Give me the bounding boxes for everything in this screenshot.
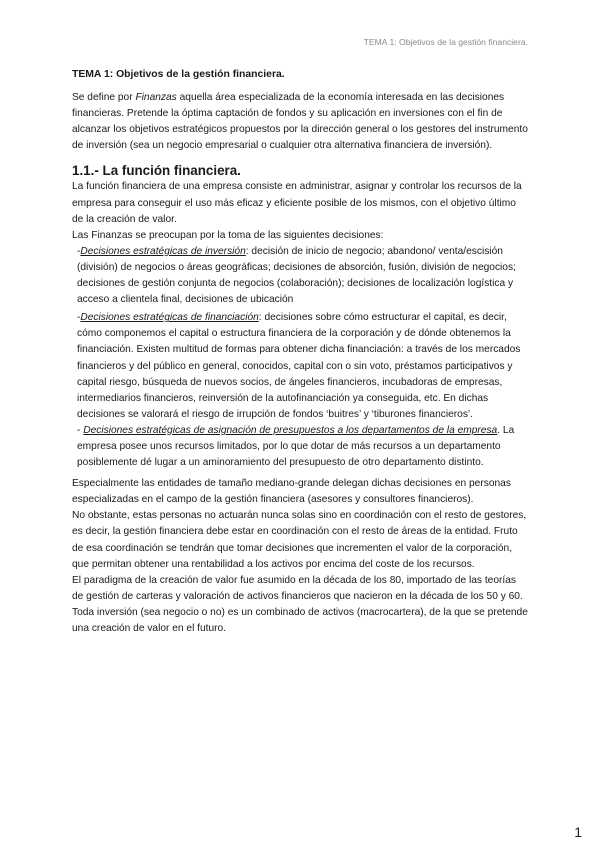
intro-paragraph bbox=[72, 90, 528, 154]
document-title: TEMA 1: Objetivos de la gestión financiera. bbox=[72, 69, 285, 80]
decision-label: Decisiones estratégicas de financiación bbox=[80, 312, 259, 324]
decision-text: . La empresa posee unos recursos limitados, por lo que dotar de más recursos a un departamento posiblemente dé lugar a un aminoramiento del presupuesto de otro departamento distinto. bbox=[77, 424, 515, 469]
decision-label: Decisiones estratégicas de inversión bbox=[80, 245, 246, 257]
decision-text: : decisión de inicio de negocio; abandono/ venta/escisión (división) de negocios o áreas geográficas; decisiones de absorción, fusión, división de negocios; decisiones de gestión conjunta de negocios (colaboración); decisiones de localización logística y acceso a clientela final, decisiones de ubicación bbox=[77, 245, 516, 306]
decision-label: Decisiones estratégicas de asignación de presupuestos a los departamentos de la empresa bbox=[83, 424, 498, 436]
decision-prefix: - bbox=[77, 245, 81, 257]
section-heading: 1.1.- La función financiera. bbox=[72, 163, 241, 179]
decision-prefix: - bbox=[77, 312, 81, 324]
paragraph-coordination: No obstante, estas personas no actuarán nunca solas sino en coordinación con el resto de gestores, es decir, la gestión financiera debe estar en coordinación con el resto de áreas de la entidad. Fruto de esa coordinación se tendrán que tomar decisiones que incrementen el valor de la corporación, que permitan obtener una rentabilidad a los activos por encima del coste de los recursos. bbox=[72, 510, 527, 570]
document-body bbox=[72, 67, 528, 637]
running-header: TEMA 1: Objetivos de la gestión financiera. bbox=[363, 37, 528, 47]
decision-item-investment bbox=[72, 244, 528, 308]
decision-text: : decisiones sobre cómo estructurar el capital, es decir, cómo componemos el capital o estructura financiera de la corporación y de dónde obtenemos la financiación. Existen multitud de formas para obtener dicha financiación: a través de los mercados financieros y del público en general, conocidos, capital con o sin voto, préstamos participativos y capital riesgo, búsqueda de nuevos socios, de ángeles financieros, incubadoras de empresas, intermediarios financieros, reinversión de la autofinanciación ya conseguida, etc. En dichas decisiones se valorará el riesgo de irrupción de fondos ‘buitres’ y ‘tiburones financieros’. bbox=[77, 312, 521, 420]
paragraph-value-paradigm: El paradigma de la creación de valor fue asumido en la década de los 80, importado de las teorías de gestión de carteras y valoración de activos financieros que nacieron en la década de los 50 y 60. Toda inversión (sea negocio o no) es un combinado de activos (macrocartera), de la que se pretende una creación de valor en el futuro. bbox=[72, 574, 528, 634]
decision-item-budget bbox=[72, 423, 528, 471]
decision-prefix: - bbox=[77, 424, 84, 436]
paragraph-delegation: Especialmente las entidades de tamaño mediano-grande delegan dichas decisiones en personas especializadas en el campo de la gestión financiera (asesores y consultores financieros). bbox=[72, 478, 511, 506]
paragraph-decisions-intro: Las Finanzas se preocupan por la toma de las siguientes decisiones: bbox=[72, 229, 384, 241]
intro-text-before: Se define por bbox=[72, 92, 136, 104]
term-finanzas: Finanzas bbox=[135, 92, 177, 104]
paragraph-function: La función financiera de una empresa consiste en administrar, asignar y controlar los recursos de la empresa para conseguir el uso más eficaz y eficiente posible de los mismos, con el objetivo último de la creación de valor. bbox=[72, 181, 522, 225]
page-number: 1 bbox=[574, 824, 582, 840]
intro-text-after: aquella área especializada de la economía interesada en las decisiones financieras. Pretende la óptima captación de fondos y su aplicación en inversiones con el fin de alcanzar los objetivos estratégicos propuestos por la dirección general o los gestores del instrumento de inversión (sea un negocio empresarial o cualquier otra alternativa financiera de inversión). bbox=[72, 92, 528, 152]
decision-item-financing bbox=[72, 310, 528, 423]
